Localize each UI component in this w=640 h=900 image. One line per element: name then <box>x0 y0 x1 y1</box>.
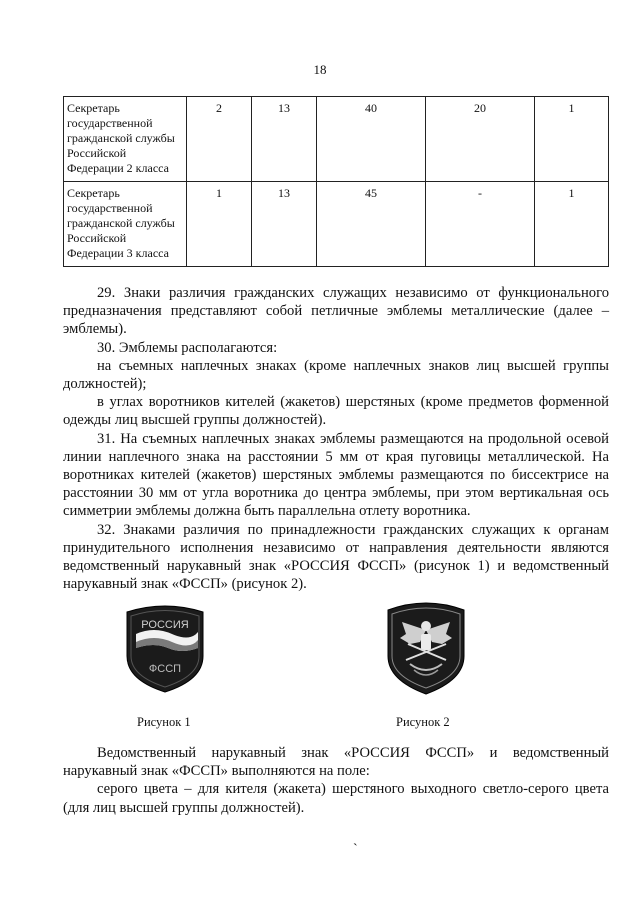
table-cell: 40 <box>317 97 426 182</box>
table-cell: 45 <box>317 182 426 267</box>
paragraph: 30. Эмблемы располагаются: <box>97 339 278 356</box>
sleeve-badge-flag-icon <box>124 604 206 694</box>
sleeve-badge-eagle-icon <box>384 600 468 696</box>
table-cell: 2 <box>187 97 252 182</box>
figure-caption: Рисунок 2 <box>396 715 450 729</box>
table-cell: - <box>426 182 535 267</box>
table-row <box>64 97 609 182</box>
table-cell: 1 <box>535 97 609 182</box>
paragraph: Ведомственный нарукавный знак «РОССИЯ ФССП» и ведомственный нарукавный знак «ФССП» выполняются на поле: <box>63 745 609 780</box>
closing-text <box>63 744 609 817</box>
badge-bottom-text: ФССП <box>148 663 182 675</box>
table-cell-rank-name: Секретарь государственной гражданской службы Российской Федерации 2 класса <box>64 97 187 182</box>
table-cell: 20 <box>426 97 535 182</box>
scan-mark: ` <box>353 842 358 857</box>
paragraph: 31. На съемных наплечных знаках эмблемы размещаются на продольной осевой линии наплечного знака на расстоянии 5 мм от края пуговицы металлической. На воротниках кителей (жакетов) шерстяных эмблемы размещаются по биссектрисе на расстоянии 30 мм от угла воротника до центра эмблемы, при этом вертикальная ось симметрии эмблемы должна быть параллельна отлету воротника. <box>63 430 609 520</box>
table-cell-rank-name: Секретарь государственной гражданской службы Российской Федерации 3 класса <box>64 182 187 267</box>
table-cell: 1 <box>187 182 252 267</box>
paragraph: 32. Знаками различия по принадлежности гражданских служащих к органам принудительного исполнения независимо от направления деятельности являются ведомственный нарукавный знак «РОССИЯ ФССП» (рисунок 1) и ведомственный нарукавный знак «ФССП» (рисунок 2). <box>63 521 609 593</box>
figure-caption: Рисунок 1 <box>137 715 191 729</box>
paragraph: на съемных наплечных знаках (кроме наплечных знаков лиц высшей группы должностей); <box>63 357 609 393</box>
badge-top-text: РОССИЯ <box>141 619 189 631</box>
paragraph: серого цвета – для кителя (жакета) шерстяного выходного светло-серого цвета (для лиц высшей группы должностей). <box>63 781 609 816</box>
page-number: 18 <box>313 62 327 77</box>
body-text <box>63 284 609 593</box>
table-row <box>64 182 609 267</box>
table-cell: 1 <box>535 182 609 267</box>
table-cell: 13 <box>252 97 317 182</box>
rank-table <box>63 96 609 267</box>
table-cell: 13 <box>252 182 317 267</box>
paragraph: 29. Знаки различия гражданских служащих независимо от функционального предназначения представляют собой петличные эмблемы металлические (далее – эмблемы). <box>63 285 609 338</box>
paragraph: в углах воротников кителей (жакетов) шерстяных (кроме предметов форменной одежды лиц высшей группы должностей). <box>63 394 609 429</box>
